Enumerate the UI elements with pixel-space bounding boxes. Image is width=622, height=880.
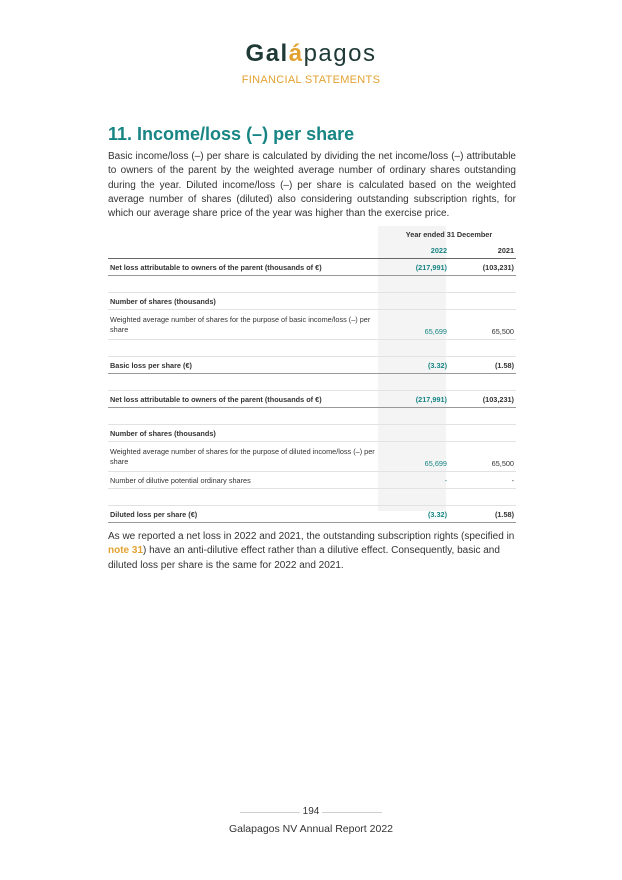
closing-paragraph xyxy=(108,530,516,573)
row-label: Basic loss per share (€) xyxy=(108,357,380,374)
table-row xyxy=(108,357,516,374)
closing-text-end: ) have an anti-dilutive effect rather than a dilutive effect. Consequently, basic and diluted loss per share is the same for 2022 and 2021. xyxy=(108,545,500,571)
table-row xyxy=(108,310,516,340)
page-number: 194 xyxy=(302,806,320,817)
value-2021: (103,231) xyxy=(448,391,516,408)
logo-text-accent: á xyxy=(288,40,304,67)
note-title: 11. Income/loss (–) per share xyxy=(108,124,355,144)
value-2022: (217,991) xyxy=(380,259,448,276)
intro-paragraph: Basic income/loss (–) per share is calculated by dividing the net income/loss (–) attributable to owners of the parent by the weighted average number of ordinary shares outstanding during the year. Diluted income/loss (–) per share is calculated based on the weighted average number of shares (diluted) also considering outstanding subscription rights, for which our average share price of the year was higher than the exercise price. xyxy=(108,151,516,220)
value-2021: (1.58) xyxy=(448,357,516,374)
note-31-link[interactable]: note 31 xyxy=(108,545,144,557)
value-2021: - xyxy=(448,472,516,489)
table-spacer-row xyxy=(108,374,516,391)
column-header-2022: 2022 xyxy=(380,242,448,259)
table-row xyxy=(108,293,516,310)
value-2022: (3.32) xyxy=(380,506,448,523)
page-number-block xyxy=(240,806,382,818)
report-title-footer: Galapagos NV Annual Report 2022 xyxy=(228,823,394,835)
row-label: Net loss attributable to owners of the parent (thousands of €) xyxy=(108,259,380,276)
table-year-header-row xyxy=(108,242,516,259)
table-spacer-row xyxy=(108,489,516,506)
value-2021: (1.58) xyxy=(448,506,516,523)
closing-text-start: As we reported a net loss in 2022 and 2021, the outstanding subscription rights (specified in xyxy=(108,531,515,542)
value-2021: (103,231) xyxy=(448,259,516,276)
value-2022: - xyxy=(380,472,448,489)
table-row xyxy=(108,425,516,442)
value-2022: 65,699 xyxy=(380,310,448,340)
table-spacer-row xyxy=(108,408,516,425)
table-row xyxy=(108,391,516,408)
logo-text-bold: Gal xyxy=(245,40,289,67)
value-2022: (217,991) xyxy=(380,391,448,408)
value-2021: 65,500 xyxy=(448,310,516,340)
column-header-2021: 2021 xyxy=(448,242,516,259)
value-2022: (3.32) xyxy=(380,357,448,374)
logo-text-light: pagos xyxy=(303,40,377,67)
row-label: Net loss attributable to owners of the parent (thousands of €) xyxy=(108,391,380,408)
table-row xyxy=(108,442,516,472)
value-2022: 65,699 xyxy=(380,442,448,472)
column-group-header: Year ended 31 December xyxy=(405,229,493,239)
table-row xyxy=(108,472,516,489)
row-label: Weighted average number of shares for the purpose of diluted income/loss (–) per share xyxy=(108,442,380,472)
table-row xyxy=(108,259,516,276)
value-2021: 65,500 xyxy=(448,442,516,472)
company-logo xyxy=(0,40,622,68)
eps-table xyxy=(108,226,516,523)
row-label: Number of dilutive potential ordinary shares xyxy=(108,472,380,489)
row-label: Number of shares (thousands) xyxy=(108,293,380,310)
table-row xyxy=(108,506,516,523)
table-group-header-row xyxy=(108,226,516,242)
table-spacer-row xyxy=(108,340,516,357)
row-label: Weighted average number of shares for the purpose of basic income/loss (–) per share xyxy=(108,310,380,340)
row-label: Diluted loss per share (€) xyxy=(108,506,380,523)
divider-right xyxy=(322,812,382,813)
table-spacer-row xyxy=(108,276,516,293)
row-label: Number of shares (thousands) xyxy=(108,425,380,442)
section-header: FINANCIAL STATEMENTS xyxy=(241,74,381,86)
